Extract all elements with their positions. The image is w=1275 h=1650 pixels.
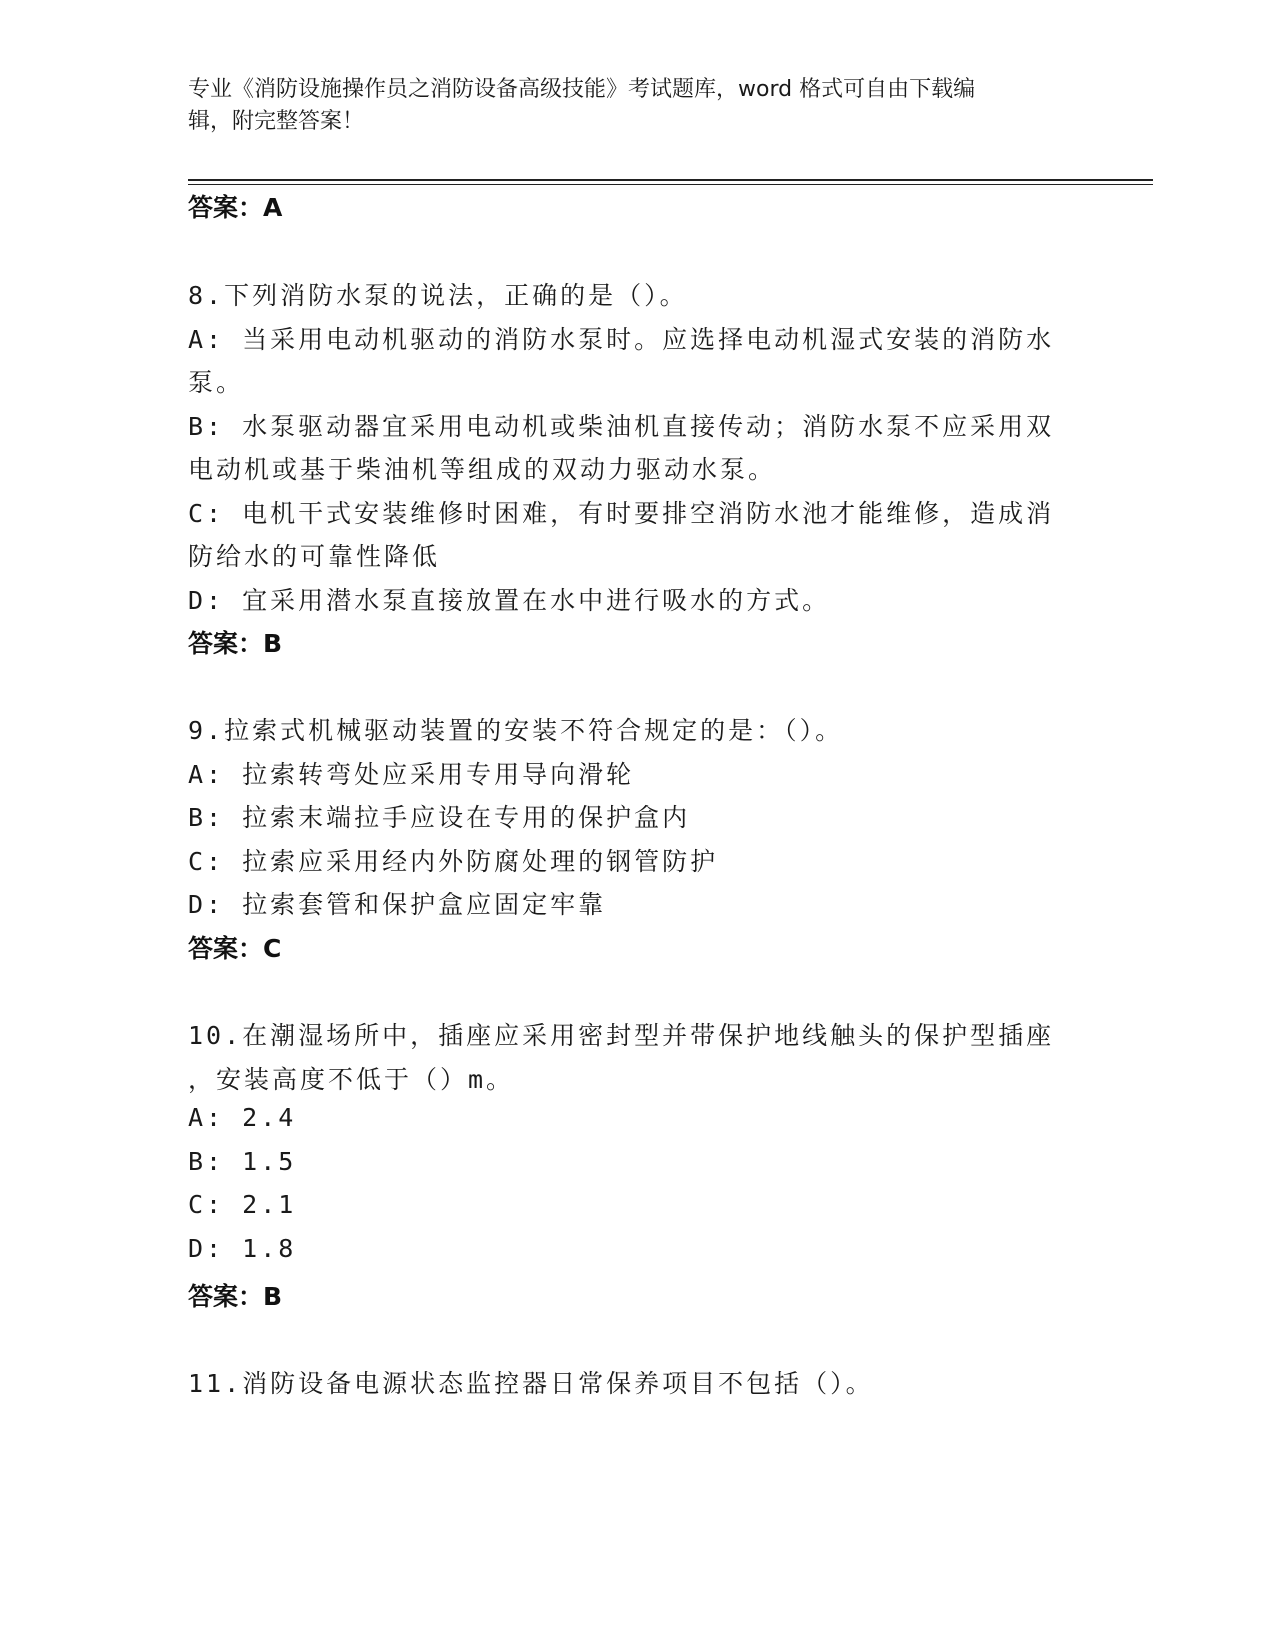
question-stem: 9.拉索式机械驱动装置的安装不符合规定的是：（）。 bbox=[188, 716, 844, 745]
option-a: A: 2.4 bbox=[188, 1103, 297, 1132]
option-a-cont: 泵。 bbox=[188, 368, 245, 397]
option-d: D: 1.8 bbox=[188, 1234, 297, 1263]
option-b: B: 1.5 bbox=[188, 1147, 297, 1176]
header-rule-thick bbox=[188, 179, 1153, 181]
option-d: D: 拉索套管和保护盒应固定牢靠 bbox=[188, 890, 607, 919]
answer: 答案：B bbox=[188, 1282, 283, 1311]
option-a: A: 当采用电动机驱动的消防水泵时。应选择电动机湿式安装的消防水 bbox=[188, 325, 1055, 354]
option-c-cont: 防给水的可靠性降低 bbox=[188, 542, 441, 571]
option-b: B: 拉索末端拉手应设在专用的保护盒内 bbox=[188, 803, 691, 832]
question-stem: 11.消防设备电源状态监控器日常保养项目不包括（）。 bbox=[188, 1369, 874, 1398]
header-line-2: 辑，附完整答案！ bbox=[188, 109, 365, 134]
answer: 答案：C bbox=[188, 934, 282, 963]
previous-answer: 答案：A bbox=[188, 193, 283, 222]
option-a: A: 拉索转弯处应采用专用导向滑轮 bbox=[188, 760, 635, 789]
option-c: C: 2.1 bbox=[188, 1190, 297, 1219]
question-stem-cont: ，安装高度不低于（）m。 bbox=[188, 1065, 515, 1094]
header-line-1: 专业《消防设施操作员之消防设备高级技能》考试题库，word 格式可自由下载编 bbox=[188, 77, 976, 102]
option-d: D: 宜采用潜水泵直接放置在水中进行吸水的方式。 bbox=[188, 586, 831, 615]
option-c: C: 电机干式安装维修时困难，有时要排空消防水池才能维修，造成消 bbox=[188, 499, 1055, 528]
answer: 答案：B bbox=[188, 629, 283, 658]
header-rule-thin bbox=[188, 184, 1153, 185]
document-header bbox=[188, 74, 1068, 138]
option-b-cont: 电动机或基于柴油机等组成的双动力驱动水泵。 bbox=[188, 455, 777, 484]
option-b: B: 水泵驱动器宜采用电动机或柴油机直接传动；消防水泵不应采用双 bbox=[188, 412, 1055, 441]
option-c: C: 拉索应采用经内外防腐处理的钢管防护 bbox=[188, 847, 719, 876]
question-stem: 10.在潮湿场所中，插座应采用密封型并带保护地线触头的保护型插座 bbox=[188, 1021, 1055, 1050]
question-stem: 8.下列消防水泵的说法，正确的是（）。 bbox=[188, 281, 688, 310]
